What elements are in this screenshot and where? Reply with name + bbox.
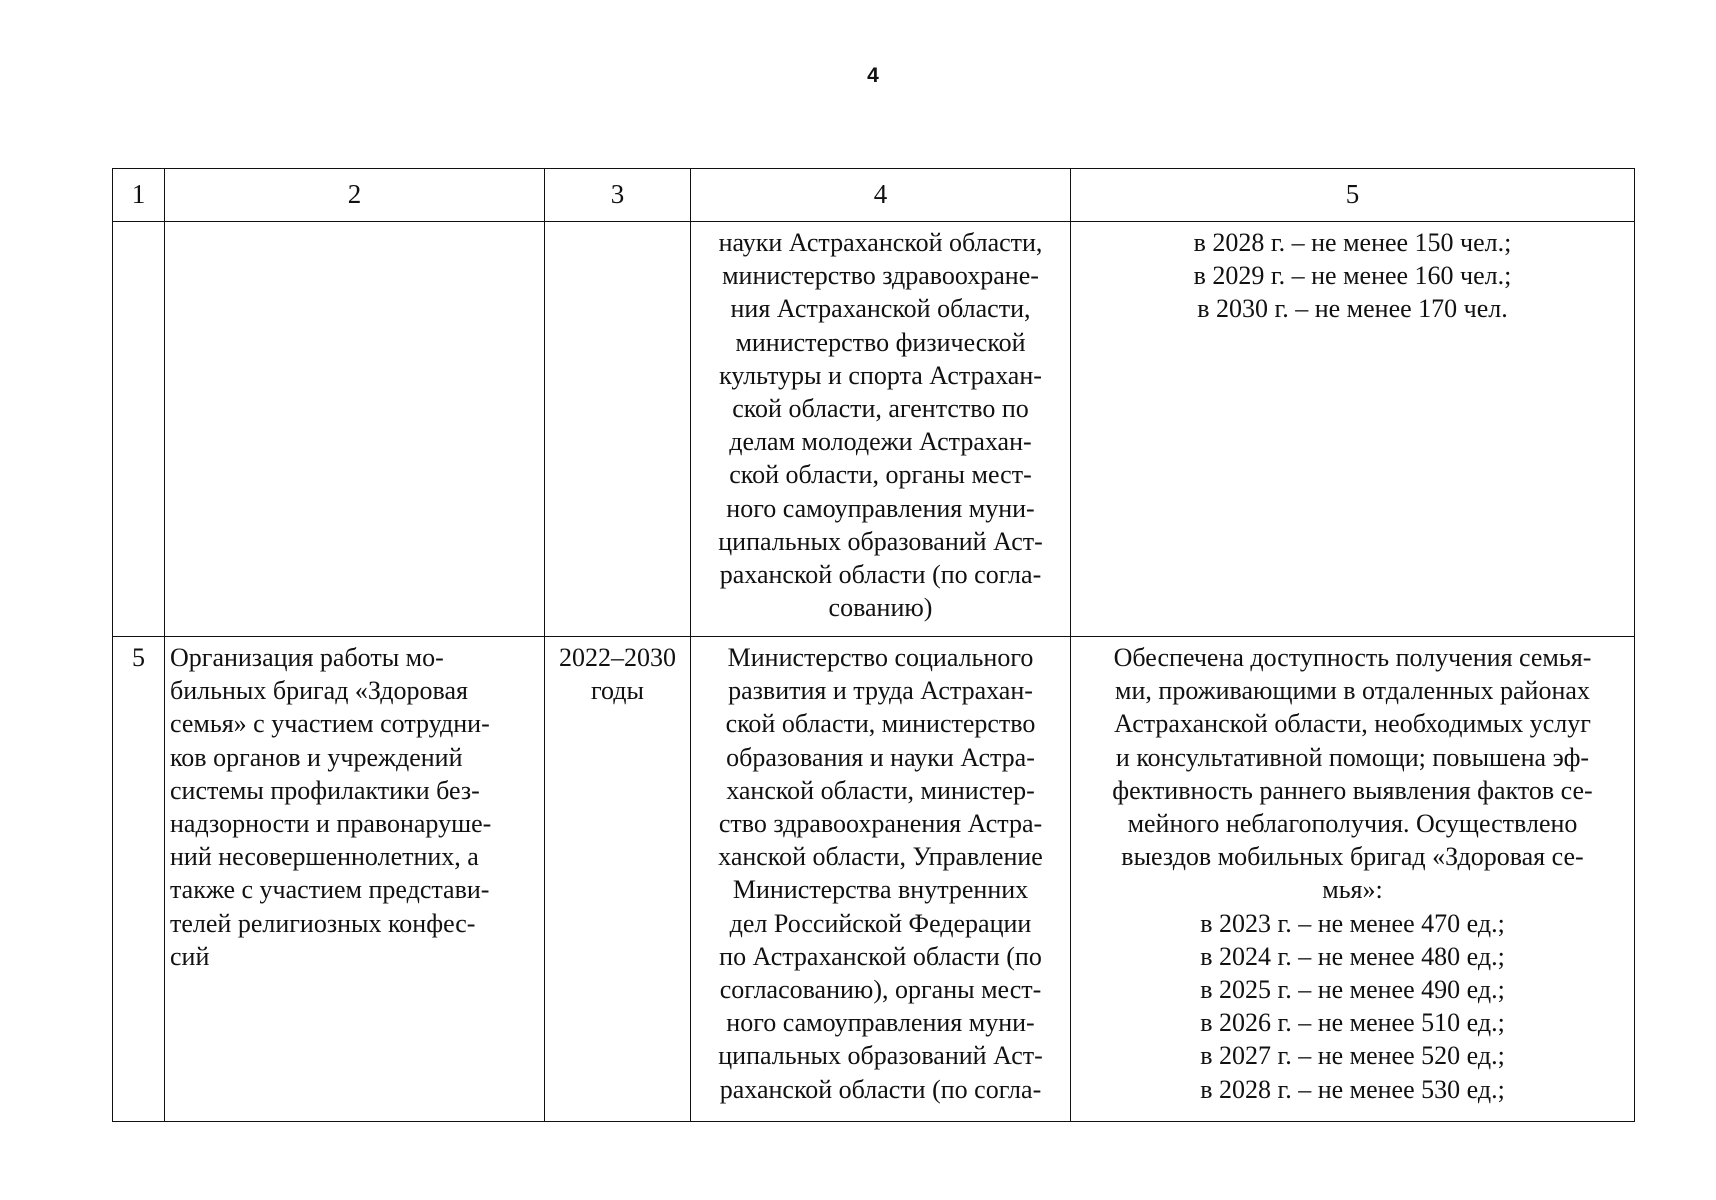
text-line: в 2025 г. – не менее 490 ед.;: [1200, 975, 1505, 1005]
text-line: ципальных образований Аст-: [718, 1041, 1043, 1071]
results-text: [1071, 222, 1634, 326]
executors-cell: [691, 637, 1071, 1122]
table-row: [113, 222, 1635, 637]
text-line: согласованию), органы мест-: [719, 975, 1042, 1005]
text-line: семья» с участием сотрудни-: [170, 709, 490, 739]
text-line: выездов мобильных бригад «Здоровая се-: [1121, 842, 1584, 872]
text-line: бильных бригад «Здоровая: [170, 676, 468, 706]
column-header-4: 4: [691, 169, 1071, 222]
text-line: фективность раннего выявления фактов се-: [1112, 775, 1593, 805]
column-header-2: 2: [165, 169, 545, 222]
page-number: 4: [867, 64, 879, 87]
text-line: ного самоуправления муни-: [726, 493, 1035, 523]
text-line: 2022–2030: [559, 643, 676, 672]
text-line: в 2026 г. – не менее 510 ед.;: [1200, 1008, 1505, 1038]
text-line: министерство здравоохране-: [722, 261, 1039, 291]
text-line: системы профилактики без-: [170, 775, 480, 805]
row-number: 5: [132, 643, 145, 672]
results-cell: [1071, 222, 1635, 637]
text-line: и консультативной помощи; повышена эф-: [1115, 742, 1590, 772]
text-line: ханской области, министер-: [726, 775, 1035, 805]
text-line: сованию): [828, 593, 933, 623]
text-line: мья»:: [1322, 875, 1383, 905]
results-cell: [1071, 637, 1635, 1122]
text-line: в 2028 г. – не менее 150 чел.;: [1193, 228, 1512, 257]
row-number-cell: [113, 637, 165, 1122]
text-line: телей религиозных конфес-: [170, 908, 476, 938]
event-cell: [165, 637, 545, 1122]
text-line: ми, проживающими в отдаленных районах: [1115, 676, 1590, 706]
text-line: ния Астраханской области,: [730, 294, 1031, 324]
text-line: в 2027 г. – не менее 520 ед.;: [1200, 1041, 1505, 1071]
text-line: ской области, министерство: [725, 709, 1036, 739]
text-line: по Астраханской области (по: [719, 941, 1042, 971]
text-line: науки Астраханской области,: [718, 228, 1043, 257]
text-line: Министерство социального: [727, 643, 1034, 672]
period-text: [545, 222, 690, 226]
column-header-5: 5: [1071, 169, 1635, 222]
text-line: сий: [170, 941, 210, 971]
event-text: [165, 222, 544, 226]
row-number: [113, 222, 164, 226]
table-row: [113, 637, 1635, 1122]
row-number-cell: [113, 222, 165, 637]
text-line: развития и труда Астрахан-: [728, 676, 1033, 706]
text-line: культуры и спорта Астрахан-: [719, 360, 1042, 390]
period-cell: [545, 637, 691, 1122]
text-line: раханской области (по согла-: [719, 1074, 1042, 1104]
event-text: [165, 637, 544, 973]
text-line: Министерства внутренних: [732, 875, 1029, 905]
executors-text: [691, 222, 1070, 624]
text-line: раханской области (по согла-: [719, 560, 1042, 590]
text-line: мейного неблагополучия. Осуществлено: [1127, 809, 1578, 839]
text-line: в 2023 г. – не менее 470 ед.;: [1200, 908, 1505, 938]
results-text: [1071, 637, 1634, 1106]
text-line: министерство физической: [735, 327, 1026, 357]
text-line: ской области, органы мест-: [729, 460, 1032, 490]
period-text: [545, 637, 690, 707]
text-line: ской области, агентство по: [732, 394, 1029, 424]
text-line: ний несовершеннолетних, а: [170, 842, 479, 872]
text-line: в 2029 г. – не менее 160 чел.;: [1193, 261, 1512, 291]
text-line: ципальных образований Аст-: [718, 526, 1043, 556]
table-header-row: [113, 169, 1635, 222]
column-header-3: 3: [545, 169, 691, 222]
text-line: в 2030 г. – не менее 170 чел.: [1197, 294, 1508, 324]
text-line: ство здравоохранения Астра-: [718, 809, 1043, 839]
event-cell: [165, 222, 545, 637]
text-line: ного самоуправления муни-: [726, 1008, 1035, 1038]
text-line: годы: [591, 676, 644, 706]
measures-table: [112, 168, 1635, 1122]
text-line: образования и науки Астра-: [726, 742, 1035, 772]
text-line: также с участием представи-: [170, 875, 490, 905]
text-line: в 2024 г. – не менее 480 ед.;: [1200, 941, 1505, 971]
executors-text: [691, 637, 1070, 1106]
executors-cell: [691, 222, 1071, 637]
text-line: в 2028 г. – не менее 530 ед.;: [1200, 1074, 1505, 1104]
period-cell: [545, 222, 691, 637]
text-line: ханской области, Управление: [718, 842, 1043, 872]
text-line: Астраханской области, необходимых услуг: [1114, 709, 1591, 739]
text-line: ков органов и учреждений: [170, 742, 463, 772]
text-line: дел Российской Федерации: [729, 908, 1032, 938]
text-line: надзорности и правонаруше-: [170, 809, 492, 839]
text-line: Организация работы мо-: [170, 643, 444, 672]
text-line: делам молодежи Астрахан-: [729, 427, 1032, 457]
text-line: Обеспечена доступность получения семья-: [1113, 643, 1592, 672]
column-header-1: 1: [113, 169, 165, 222]
